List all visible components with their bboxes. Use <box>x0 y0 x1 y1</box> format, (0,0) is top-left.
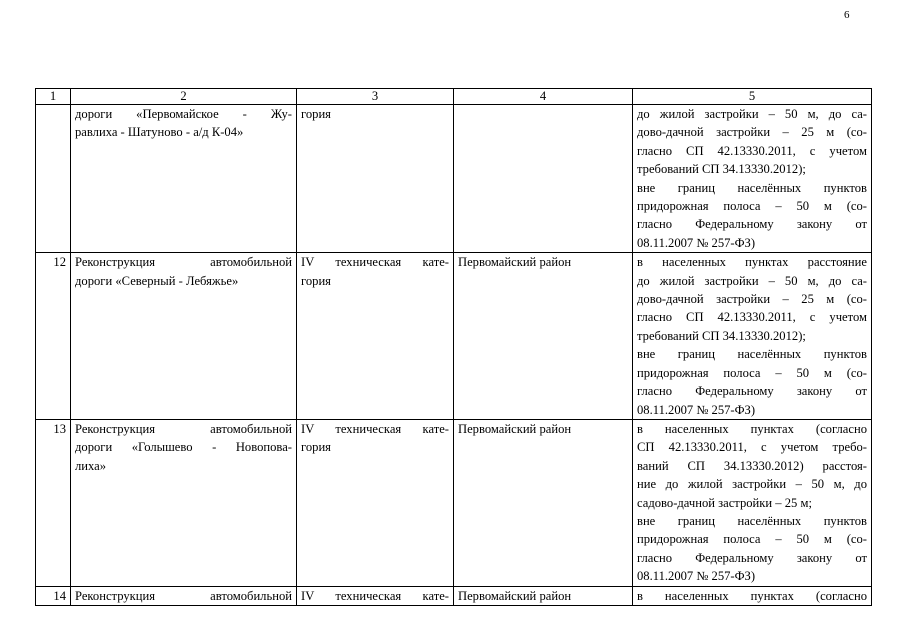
text-line: в населенных пунктах (согласно <box>637 588 867 603</box>
category-cell <box>297 253 454 420</box>
distance-cell <box>633 419 872 586</box>
text-line: дово-дачной застройки – 25 м (со- <box>637 125 867 140</box>
text-line: садово-дачной застройки – 25 м; <box>637 495 812 510</box>
district-cell: Первомайский район <box>454 253 633 420</box>
row-number <box>36 105 71 253</box>
text-line: дороги «Голышево - Новопова- <box>75 440 292 455</box>
text-line: до жилой застройки – 50 м, до са- <box>637 107 867 121</box>
table-row <box>36 253 872 420</box>
text-line: IV техническая кате- <box>301 588 449 603</box>
table-row <box>36 586 872 605</box>
category-cell <box>297 419 454 586</box>
text-line: гория <box>301 107 331 121</box>
text-line: гласно Федеральному закону от <box>637 384 867 399</box>
table-header-row <box>36 89 872 105</box>
district-cell <box>454 105 633 253</box>
text-line: придорожная полоса – 50 м (со- <box>637 365 867 380</box>
distance-cell <box>633 105 872 253</box>
text-line: гласно СП 42.13330.2011, с учетом <box>637 143 867 158</box>
text-line: IV техническая кате- <box>301 421 449 436</box>
text-line: 08.11.2007 № 257-ФЗ) <box>637 402 756 417</box>
text-line: СП 42.13330.2011, с учетом требо- <box>637 440 867 455</box>
road-name-cell <box>71 586 297 605</box>
text-line: дороги «Северный - Лебяжье» <box>75 273 239 288</box>
column-header: 4 <box>454 89 633 105</box>
page-number: 6 <box>844 9 850 21</box>
table-row <box>36 419 872 586</box>
text-line: вне границ населённых пунктов <box>637 180 867 195</box>
text-line: придорожная полоса – 50 м (со- <box>637 532 867 547</box>
text-line: в населенных пунктах (согласно <box>637 421 867 436</box>
text-line: в населенных пунктах расстояние <box>637 255 867 270</box>
text-line: 08.11.2007 № 257-ФЗ) <box>637 235 756 250</box>
text-line: придорожная полоса – 50 м (со- <box>637 199 867 214</box>
text-line: IV техническая кате- <box>301 255 449 270</box>
text-line: 08.11.2007 № 257-ФЗ) <box>637 569 756 584</box>
roads-table <box>35 88 872 606</box>
district-cell: Первомайский район <box>454 419 633 586</box>
text-line: требований СП 34.13330.2012); <box>637 162 806 177</box>
column-header: 5 <box>633 89 872 105</box>
text-line: равлиха - Шатуново - а/д К-04» <box>75 125 244 140</box>
road-name-cell <box>71 105 297 253</box>
category-cell <box>297 586 454 605</box>
column-header: 2 <box>71 89 297 105</box>
text-line: до жилой застройки – 50 м, до са- <box>637 273 867 288</box>
text-line: Реконструкция автомобильной <box>75 421 292 436</box>
text-line: гория <box>301 440 331 455</box>
row-number: 12 <box>36 253 71 420</box>
text-line: Реконструкция автомобильной <box>75 255 292 270</box>
text-line: ваний СП 34.13330.2012) расстоя- <box>637 458 867 473</box>
road-name-cell <box>71 253 297 420</box>
text-line: ние до жилой застройки – 50 м, до <box>637 477 867 492</box>
district-cell: Первомайский район <box>454 586 633 605</box>
category-cell <box>297 105 454 253</box>
text-line: Реконструкция автомобильной <box>75 588 292 603</box>
text-line: гласно Федеральному закону от <box>637 550 867 565</box>
text-line: требований СП 34.13330.2012); <box>637 328 806 343</box>
distance-cell <box>633 586 872 605</box>
text-line: вне границ населённых пунктов <box>637 513 867 528</box>
text-line: гласно Федеральному закону от <box>637 217 867 232</box>
column-header: 3 <box>297 89 454 105</box>
text-line: дороги «Первомайское - Жу- <box>75 107 292 121</box>
row-number: 14 <box>36 586 71 605</box>
row-number: 13 <box>36 419 71 586</box>
table-row <box>36 105 872 253</box>
text-line: гория <box>301 273 331 288</box>
text-line: лиха» <box>75 458 107 473</box>
text-line: вне границ населённых пунктов <box>637 347 867 362</box>
text-line: гласно СП 42.13330.2011, с учетом <box>637 310 867 325</box>
road-name-cell <box>71 419 297 586</box>
distance-cell <box>633 253 872 420</box>
text-line: дово-дачной застройки – 25 м (со- <box>637 292 867 307</box>
column-header: 1 <box>36 89 71 105</box>
